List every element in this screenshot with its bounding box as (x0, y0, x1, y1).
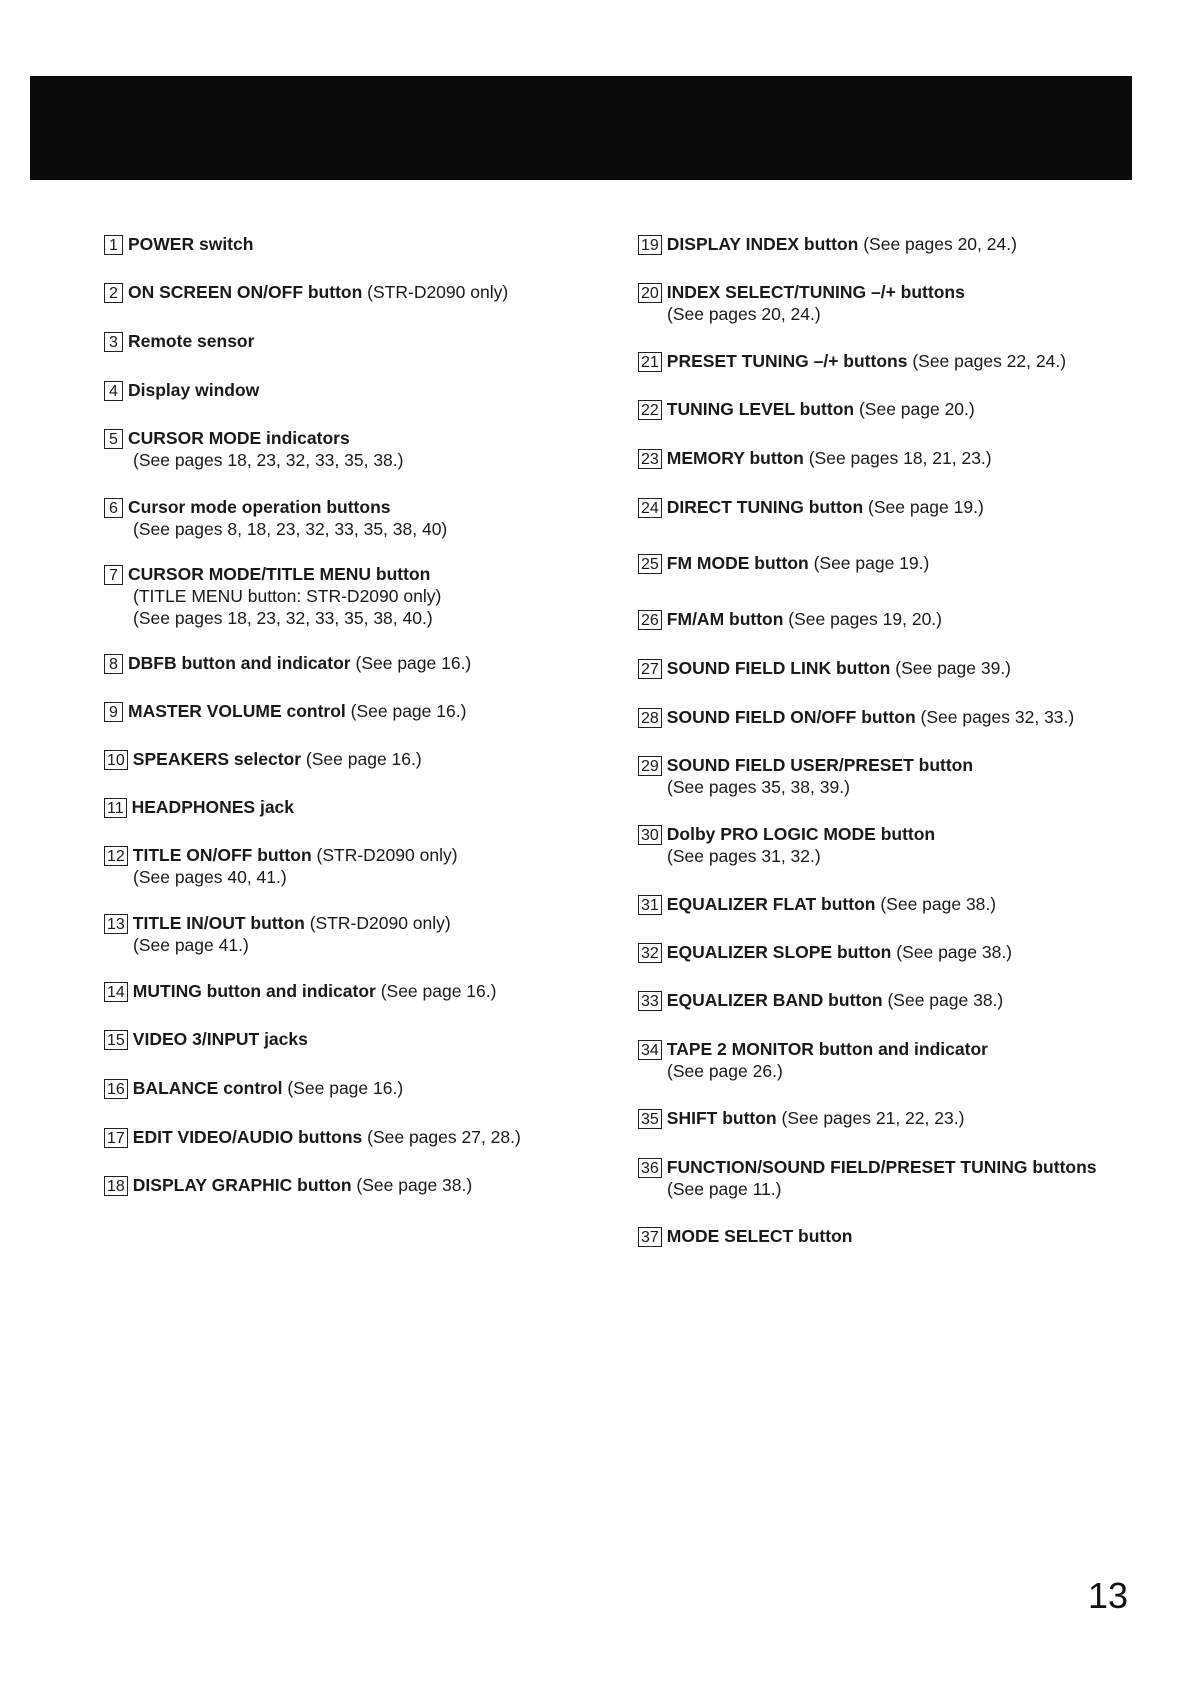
list-item (104, 652, 471, 674)
item-title: TITLE IN/OUT button (132, 913, 305, 933)
item-number-box: 18 (104, 1176, 128, 1196)
item-number-box: 2 (104, 283, 123, 303)
item-number-box: 7 (104, 565, 123, 585)
item-title: Dolby PRO LOGIC MODE button (666, 824, 936, 844)
item-reference-line: (See pages 8, 18, 23, 32, 33, 35, 38, 40) (133, 519, 448, 539)
item-title: Display window (128, 380, 260, 400)
item-title: DIRECT TUNING button (666, 497, 864, 517)
item-line (638, 350, 1066, 372)
list-item (104, 281, 508, 303)
item-title: FUNCTION/SOUND FIELD/PRESET TUNING buttons (666, 1157, 1097, 1177)
item-reference-line: (See page 41.) (133, 935, 249, 955)
item-reference-line: (See pages 40, 41.) (133, 867, 287, 887)
item-title: FM MODE button (666, 553, 809, 573)
item-line (104, 281, 508, 303)
item-title: EDIT VIDEO/AUDIO buttons (132, 1127, 363, 1147)
item-title: SOUND FIELD LINK button (666, 658, 891, 678)
item-number-box: 4 (104, 381, 123, 401)
item-number-box: 30 (638, 825, 662, 845)
list-item (638, 1156, 1097, 1200)
item-title: FM/AM button (666, 609, 784, 629)
item-line (638, 447, 992, 469)
page-number: 13 (1088, 1575, 1129, 1616)
item-reference: (See pages 27, 28.) (362, 1127, 521, 1147)
item-number-box: 19 (638, 235, 662, 255)
item-title: VIDEO 3/INPUT jacks (132, 1029, 308, 1049)
list-item (638, 608, 942, 630)
item-title: SOUND FIELD USER/PRESET button (666, 755, 974, 775)
list-item (104, 1126, 521, 1148)
item-reference: (See pages 20, 24.) (858, 234, 1017, 254)
item-reference: (See page 16.) (350, 653, 472, 673)
item-line (638, 823, 935, 845)
item-line (104, 330, 254, 352)
item-number-box: 28 (638, 708, 662, 728)
item-line (638, 496, 984, 518)
list-item (104, 748, 422, 770)
item-line (638, 281, 965, 303)
item-number-box: 34 (638, 1040, 662, 1060)
item-reference: (See pages 19, 20.) (783, 609, 942, 629)
item-number-box: 25 (638, 554, 662, 574)
item-reference: (See page 39.) (890, 658, 1012, 678)
item-title: Cursor mode operation buttons (128, 497, 391, 517)
item-number-box: 8 (104, 654, 123, 674)
item-reference: (See page 20.) (854, 399, 975, 419)
item-title: TAPE 2 MONITOR button and indicator (666, 1039, 988, 1059)
list-item (638, 657, 1011, 679)
item-title: MODE SELECT button (666, 1226, 853, 1246)
item-number-box: 23 (638, 449, 662, 469)
list-item (104, 700, 466, 722)
item-reference-line: (See pages 20, 24.) (667, 304, 821, 324)
item-line (104, 379, 259, 401)
item-reference: (See page 16.) (345, 701, 467, 721)
item-number-box: 16 (104, 1079, 128, 1099)
item-line (104, 700, 466, 722)
item-title: TITLE ON/OFF button (132, 845, 312, 865)
item-line (104, 844, 458, 866)
list-item (638, 552, 929, 574)
list-item (638, 989, 1003, 1011)
header-bar (30, 76, 1132, 180)
item-title: EQUALIZER SLOPE button (666, 942, 892, 962)
list-item (638, 754, 973, 798)
list-item (104, 563, 441, 629)
item-reference: (See page 16.) (282, 1078, 404, 1098)
item-line (104, 1028, 308, 1050)
item-number-box: 24 (638, 498, 662, 518)
item-reference: (See page 38.) (351, 1175, 473, 1195)
item-line (638, 1156, 1097, 1178)
item-number-box: 26 (638, 610, 662, 630)
item-title: MEMORY button (666, 448, 804, 468)
item-number-box: 6 (104, 498, 123, 518)
item-reference: (See page 19.) (863, 497, 984, 517)
item-line (638, 1107, 964, 1129)
item-line (638, 657, 1011, 679)
item-title: INDEX SELECT/TUNING –/+ buttons (666, 282, 965, 302)
item-line (104, 1077, 403, 1099)
item-number-box: 36 (638, 1158, 662, 1178)
item-title: DBFB button and indicator (128, 653, 351, 673)
list-item (638, 496, 984, 518)
item-reference: (STR-D2090 only) (362, 282, 509, 302)
item-line (638, 233, 1017, 255)
item-title: ON SCREEN ON/OFF button (128, 282, 363, 302)
item-line (104, 1126, 521, 1148)
list-item (104, 912, 451, 956)
item-line (638, 1225, 852, 1247)
item-reference: (See page 16.) (301, 749, 422, 769)
item-line (638, 941, 1012, 963)
item-line (104, 748, 422, 770)
list-item (104, 1174, 472, 1196)
list-item (638, 447, 992, 469)
item-reference: (See page 16.) (375, 981, 497, 1001)
item-reference-line: (See pages 18, 23, 32, 33, 35, 38, 40.) (133, 608, 433, 628)
item-line (104, 1174, 472, 1196)
item-title: TUNING LEVEL button (666, 399, 855, 419)
item-reference: (See pages 22, 24.) (907, 351, 1067, 371)
item-title: HEADPHONES jack (131, 797, 295, 817)
list-item (638, 1225, 852, 1247)
item-number-box: 10 (104, 750, 128, 770)
item-number-box: 22 (638, 400, 662, 420)
item-number-box: 33 (638, 991, 662, 1011)
item-reference-line: (See pages 35, 38, 39.) (667, 777, 850, 797)
list-item (638, 1107, 964, 1129)
item-reference-line: (See page 11.) (667, 1179, 782, 1199)
list-item (638, 706, 1074, 728)
item-number-box: 20 (638, 283, 662, 303)
item-number-box: 5 (104, 429, 123, 449)
item-reference-line: (TITLE MENU button: STR-D2090 only) (133, 586, 442, 606)
item-line (104, 980, 496, 1002)
list-item (104, 379, 259, 401)
item-reference: (STR-D2090 only) (304, 913, 451, 933)
item-reference: (See page 19.) (808, 553, 930, 573)
item-title: DISPLAY GRAPHIC button (132, 1175, 352, 1195)
item-number-box: 15 (104, 1030, 128, 1050)
item-number-box: 29 (638, 756, 662, 776)
list-item (638, 941, 1012, 963)
item-line (638, 989, 1003, 1011)
item-number-box: 9 (104, 702, 123, 722)
list-item (638, 398, 975, 420)
list-item (104, 1077, 403, 1099)
list-item (104, 496, 447, 540)
list-item (104, 980, 496, 1002)
item-reference: (See pages 32, 33.) (915, 707, 1075, 727)
item-title: EQUALIZER FLAT button (666, 894, 876, 914)
item-number-box: 35 (638, 1109, 662, 1129)
item-line (104, 427, 403, 449)
list-item (104, 1028, 308, 1050)
item-title: SHIFT button (666, 1108, 777, 1128)
item-number-box: 14 (104, 982, 128, 1002)
item-number-box: 21 (638, 352, 662, 372)
item-reference: (See page 38.) (882, 990, 1004, 1010)
item-number-box: 11 (104, 798, 127, 818)
item-number-box: 31 (638, 895, 662, 915)
item-line (638, 893, 996, 915)
item-line (638, 552, 929, 574)
list-item (104, 796, 294, 818)
item-number-box: 3 (104, 332, 123, 352)
item-title: DISPLAY INDEX button (666, 234, 859, 254)
item-title: MASTER VOLUME control (128, 701, 346, 721)
item-number-box: 1 (104, 235, 123, 255)
item-reference: (STR-D2090 only) (311, 845, 458, 865)
item-title: EQUALIZER BAND button (666, 990, 883, 1010)
item-title: CURSOR MODE indicators (128, 428, 350, 448)
item-title: POWER switch (128, 234, 254, 254)
item-reference-line: (See page 26.) (667, 1061, 783, 1081)
item-line (104, 796, 294, 818)
list-item (638, 281, 965, 325)
item-title: BALANCE control (132, 1078, 283, 1098)
item-line (638, 398, 975, 420)
list-item (638, 893, 996, 915)
item-title: SPEAKERS selector (132, 749, 302, 769)
item-reference: (See page 38.) (891, 942, 1013, 962)
list-item (104, 844, 458, 888)
item-line (104, 652, 471, 674)
list-item (638, 1038, 988, 1082)
item-line (104, 233, 253, 255)
item-title: CURSOR MODE/TITLE MENU button (128, 564, 431, 584)
item-number-box: 17 (104, 1128, 128, 1148)
item-reference-line: (See pages 31, 32.) (667, 846, 821, 866)
item-number-box: 13 (104, 914, 128, 934)
item-line (638, 608, 942, 630)
item-reference-line: (See pages 18, 23, 32, 33, 35, 38.) (133, 450, 404, 470)
item-line (638, 706, 1074, 728)
item-line (104, 912, 451, 934)
list-item (638, 350, 1066, 372)
item-number-box: 37 (638, 1227, 662, 1247)
item-line (638, 1038, 988, 1060)
item-title: Remote sensor (128, 331, 255, 351)
list-item (104, 427, 403, 471)
list-item (104, 233, 253, 255)
item-number-box: 32 (638, 943, 662, 963)
list-item (104, 330, 254, 352)
item-line (104, 563, 441, 585)
item-reference: (See pages 18, 21, 23.) (803, 448, 992, 468)
item-number-box: 12 (104, 846, 128, 866)
list-item (638, 823, 935, 867)
item-reference: (See pages 21, 22, 23.) (776, 1108, 965, 1128)
item-line (104, 496, 447, 518)
item-line (638, 754, 973, 776)
item-reference: (See page 38.) (875, 894, 997, 914)
item-number-box: 27 (638, 659, 662, 679)
list-item (638, 233, 1017, 255)
item-title: MUTING button and indicator (132, 981, 376, 1001)
item-title: PRESET TUNING –/+ buttons (666, 351, 908, 371)
item-title: SOUND FIELD ON/OFF button (666, 707, 916, 727)
